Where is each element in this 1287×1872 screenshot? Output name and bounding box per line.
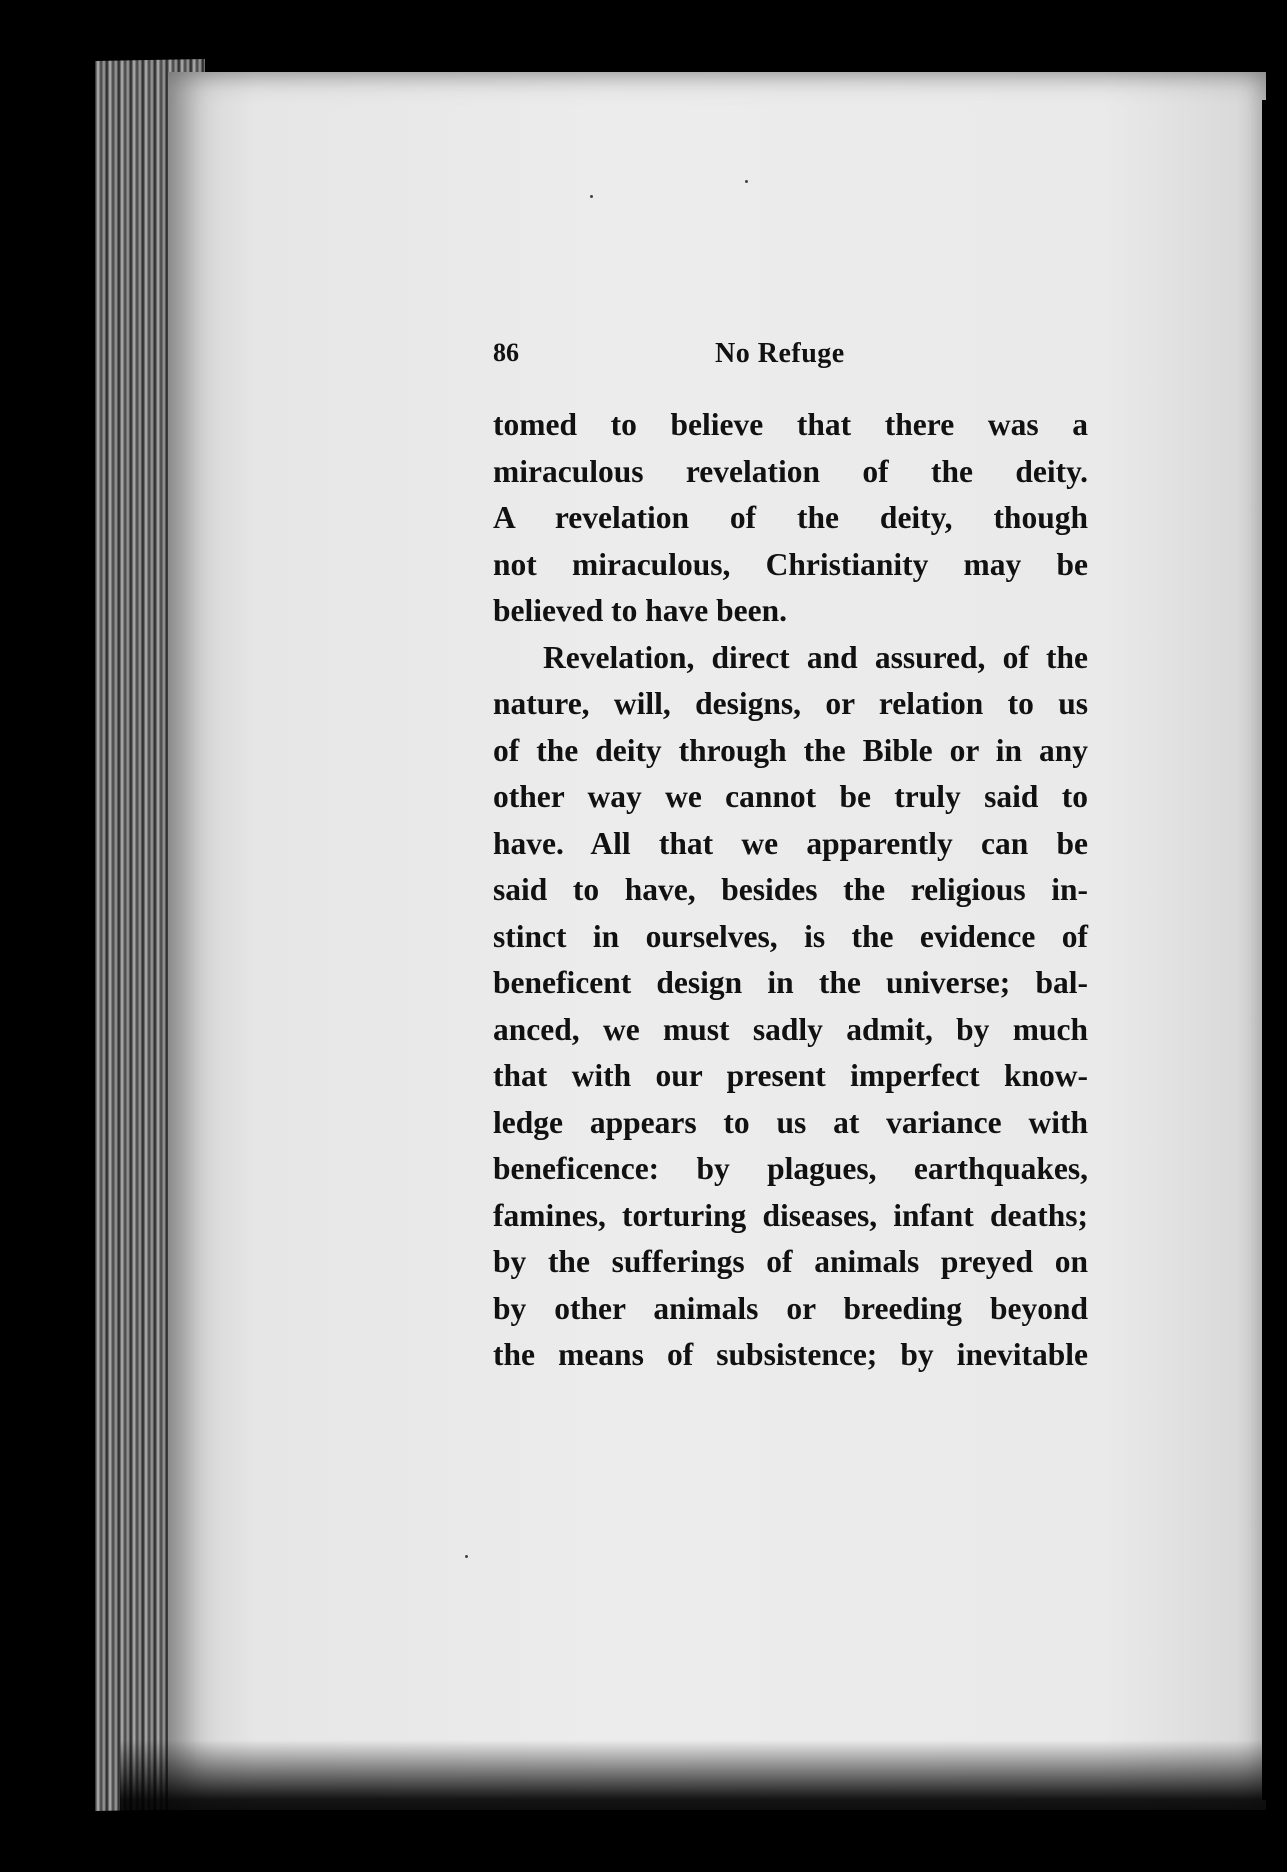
text-line: A revelation of the deity, though [493, 500, 1088, 535]
text-line: beneficent design in the universe; bal- [493, 965, 1088, 1000]
text-line: tomed to believe that there was a [493, 407, 1088, 442]
dust-speck [465, 1555, 468, 1558]
text-line: anced, we must sadly admit, by much [493, 1011, 1088, 1047]
text-line: other way we cannot be truly said to [493, 779, 1088, 814]
bottom-shadow [120, 1740, 1280, 1872]
text-line: of the deity through the Bible or in any [493, 732, 1088, 768]
body-text [493, 402, 1088, 1379]
text-line: beneficence: by plagues, earthquakes, [493, 1151, 1088, 1186]
text-line: famines, torturing diseases, infant deaths; [493, 1197, 1088, 1233]
dust-speck [745, 180, 748, 183]
text-line: believed to have been. [493, 593, 787, 628]
page-number: 86 [493, 338, 519, 367]
text-line: the means of subsistence; by inevitable [493, 1337, 1088, 1372]
dust-speck [590, 195, 593, 198]
text-line: ledge appears to us at variance with [493, 1104, 1088, 1140]
text-line: by other animals or breeding beyond [493, 1290, 1088, 1326]
text-line: Revelation, direct and assured, of the [543, 639, 1088, 675]
right-page-edge [1262, 100, 1287, 1800]
text-line: have. All that we apparently can be [493, 825, 1088, 861]
running-header [493, 338, 1093, 378]
running-title: No Refuge [715, 338, 845, 369]
text-line: that with our present imperfect know- [493, 1058, 1088, 1093]
text-line: by the sufferings of animals preyed on [493, 1244, 1088, 1279]
text-line: nature, will, designs, or relation to us [493, 686, 1088, 721]
text-line: said to have, besides the religious in- [493, 872, 1088, 907]
text-line: not miraculous, Christianity may be [493, 546, 1088, 582]
text-line: stinct in ourselves, is the evidence of [493, 918, 1088, 954]
text-line: miraculous revelation of the deity. [493, 453, 1088, 489]
